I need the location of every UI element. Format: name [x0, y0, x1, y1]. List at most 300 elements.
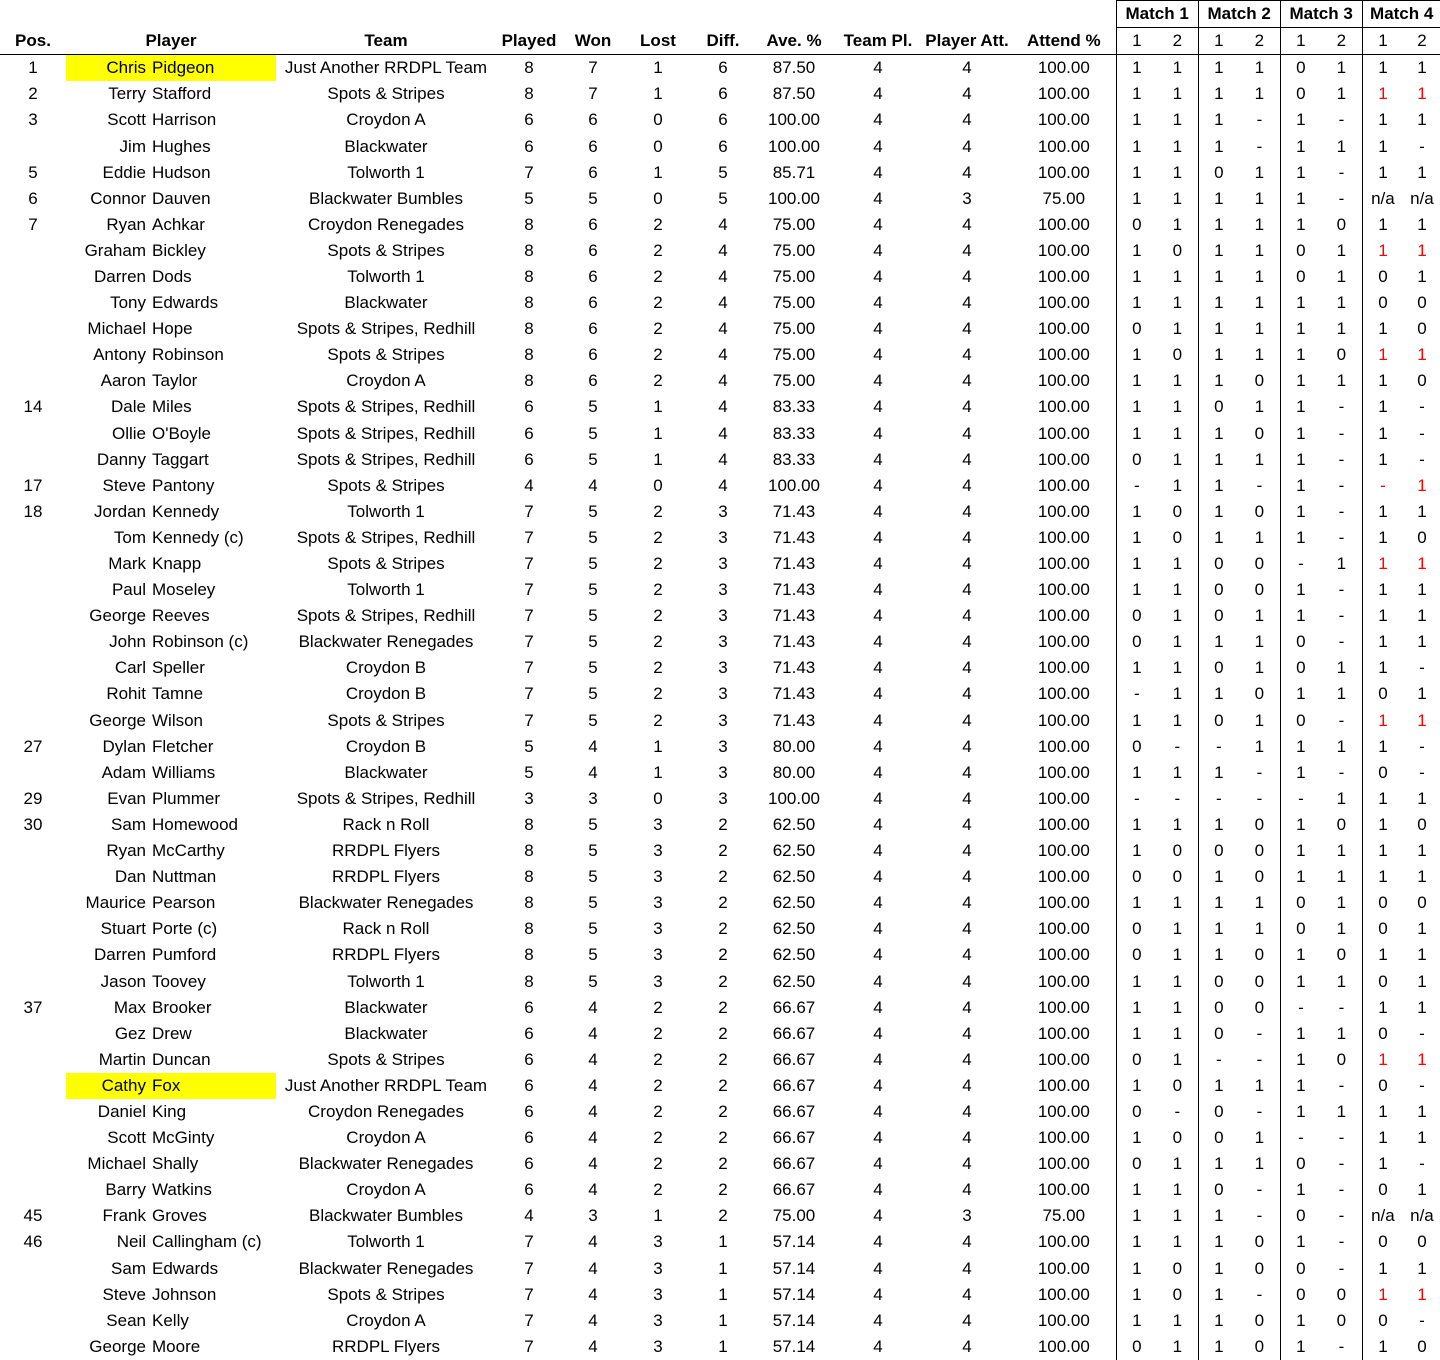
team-played-cell: 4: [873, 632, 883, 652]
match-4-game-2-cell: 1: [1403, 1125, 1440, 1151]
match-1-game-2-cell: 1: [1172, 162, 1183, 182]
last-name-cell: Hughes: [152, 136, 211, 156]
team-played-cell: 4: [873, 1154, 883, 1174]
position-cell: 5: [28, 162, 38, 182]
lost-cell: 0: [653, 788, 663, 808]
match-1-game-2-cell: 0: [1172, 527, 1183, 547]
played-cell: 7: [524, 580, 534, 600]
lost-cell: 2: [653, 710, 663, 730]
match-4-game-1-cell: n/a: [1362, 186, 1403, 212]
last-name-cell: Hope: [152, 319, 193, 339]
match-1-game-2-cell: 1: [1172, 1336, 1183, 1356]
match-4-game-2-cell: 1: [1403, 499, 1440, 525]
won-cell: 4: [588, 1258, 598, 1278]
match-4-game-1-cell: 1: [1362, 1125, 1403, 1151]
last-name-cell: Edwards: [152, 1258, 219, 1278]
lost-cell: 2: [653, 1075, 663, 1095]
match-2-game-2-cell: 1: [1254, 84, 1265, 104]
player-attended-cell: 4: [962, 841, 972, 861]
won-cell: 5: [588, 841, 598, 861]
lost-cell: 3: [653, 1284, 663, 1304]
match-2-game-1-cell: 1: [1198, 1256, 1239, 1282]
attend-percent-cell: 100.00: [1037, 1023, 1090, 1043]
table-row: [0, 238, 1440, 264]
match-1-game-2-cell: 1: [1172, 893, 1183, 913]
attend-percent-cell: 100.00: [1037, 110, 1090, 130]
first-name-cell: George: [89, 606, 146, 626]
played-cell: 7: [524, 501, 534, 521]
lost-cell: 3: [653, 919, 663, 939]
match-3-game-1-cell: 1: [1280, 394, 1321, 420]
table-row: [0, 1308, 1440, 1334]
table-row: [0, 812, 1440, 838]
match-1-game-1-cell: 0: [1116, 1047, 1157, 1073]
player-attended-cell: 3: [962, 188, 972, 208]
match-2-game-1-cell: 1: [1198, 1334, 1239, 1360]
match-4-game-2-cell: 1: [1403, 81, 1440, 107]
last-name-cell: King: [152, 1101, 187, 1121]
match-1-game-2-cell: 1: [1172, 1206, 1183, 1226]
last-name-cell: Kennedy (c): [152, 527, 244, 547]
match-3-game-2-cell: 0: [1336, 1049, 1347, 1069]
player-attended-cell: 4: [962, 293, 972, 313]
first-name-cell: George: [89, 710, 146, 730]
last-name-cell: Plummer: [152, 788, 221, 808]
first-name-cell: Terry: [108, 84, 146, 104]
average-cell: 66.67: [772, 1101, 816, 1121]
won-cell: 5: [588, 423, 598, 443]
match-2-game-1-cell: 1: [1198, 916, 1239, 942]
match-3-game-1-cell: 0: [1280, 81, 1321, 107]
attend-percent-cell: 100.00: [1037, 919, 1090, 939]
first-name-cell: Ollie: [111, 423, 146, 443]
match-3-game-1-cell: 1: [1280, 316, 1321, 342]
match-2-game-2-cell: 1: [1254, 736, 1265, 756]
position-cell: [0, 1047, 66, 1073]
table-row: [0, 942, 1440, 968]
team-cell: Blackwater: [344, 762, 428, 782]
lost-cell: 2: [653, 580, 663, 600]
position-cell: [0, 942, 66, 968]
match-3-game-1-cell: 0: [1280, 708, 1321, 734]
position-cell: [0, 316, 66, 342]
match-4-game-1-cell: 1: [1362, 107, 1403, 133]
last-name-cell: Pumford: [152, 945, 217, 965]
diff-cell: 4: [718, 371, 728, 391]
match-4-game-2-cell: 1: [1403, 864, 1440, 890]
table-row: [0, 1282, 1440, 1308]
match-3-game-1-cell: 1: [1280, 499, 1321, 525]
lost-cell: 1: [653, 762, 663, 782]
match-1-game-1-cell: 1: [1116, 342, 1157, 368]
match-1-game-2-cell: -: [1174, 736, 1181, 756]
team-played-cell: 4: [873, 710, 883, 730]
match-4-game-1-cell: 1: [1362, 238, 1403, 264]
won-cell: 4: [588, 1023, 598, 1043]
team-cell: Spots & Stripes, Redhill: [296, 397, 476, 417]
match-3-game-2-cell: -: [1338, 423, 1345, 443]
first-name-cell: Antony: [93, 345, 146, 365]
attend-percent-cell: 100.00: [1037, 658, 1090, 678]
first-name-cell: Max: [113, 997, 146, 1017]
last-name-cell: Taggart: [152, 449, 209, 469]
match-2-game-1-cell: 1: [1198, 368, 1239, 394]
table-row: [0, 316, 1440, 342]
player-attended-cell: 4: [962, 1154, 972, 1174]
played-cell: 8: [524, 841, 534, 861]
position-cell: [0, 864, 66, 890]
played-cell: 7: [524, 162, 534, 182]
match-1-game-1-cell: 1: [1116, 1256, 1157, 1282]
match-3-game-1-cell: 1: [1280, 1021, 1321, 1047]
team-cell: Tolworth 1: [347, 580, 425, 600]
match-4-game-2-cell: 0: [1403, 525, 1440, 551]
played-cell: 7: [524, 606, 534, 626]
team-cell: Croydon A: [346, 110, 426, 130]
match-2-game-1-cell: 1: [1198, 864, 1239, 890]
match-4-game-2-cell: 0: [1403, 290, 1440, 316]
attend-percent-cell: 100.00: [1037, 449, 1090, 469]
lost-cell: 2: [653, 554, 663, 574]
attend-percent-cell: 75.00: [1042, 188, 1086, 208]
match-2-game-2-cell: 1: [1254, 293, 1265, 313]
match-3-game-2-cell: -: [1338, 997, 1345, 1017]
won-cell: 5: [588, 554, 598, 574]
match-1-game-2-cell: 1: [1172, 423, 1183, 443]
first-name-cell: Scott: [107, 1128, 146, 1148]
position-cell: [0, 603, 66, 629]
match-1-game-2-cell: 1: [1172, 997, 1183, 1017]
average-cell: 80.00: [772, 736, 816, 756]
first-name-cell: Rohit: [106, 684, 146, 704]
match-1-game-1-cell: 0: [1116, 603, 1157, 629]
match-1-game-1-cell: -: [1116, 786, 1157, 812]
attend-percent-cell: 100.00: [1037, 214, 1090, 234]
first-name-cell: Daniel: [97, 1101, 146, 1121]
played-cell: 6: [524, 997, 534, 1017]
match-1-game-2-cell: 1: [1172, 110, 1183, 130]
match-2-game-1-cell: 1: [1198, 212, 1239, 238]
diff-cell: 2: [718, 867, 728, 887]
match-3-game-2-cell: -: [1338, 1258, 1345, 1278]
match-3-game-2-cell: 1: [1336, 554, 1347, 574]
diff-cell: 1: [718, 1232, 728, 1252]
table-row: [0, 525, 1440, 551]
team-played-cell: 4: [873, 162, 883, 182]
table-row: [0, 473, 1440, 499]
first-name-cell: Eddie: [102, 162, 146, 182]
position-cell: 46: [23, 1232, 43, 1252]
diff-cell: 3: [718, 606, 728, 626]
average-cell: 57.14: [772, 1258, 816, 1278]
position-cell: 2: [28, 84, 38, 104]
match-2-game-1-cell: 0: [1198, 1125, 1239, 1151]
match-1-game-1-cell: 0: [1116, 316, 1157, 342]
match-2-game-1-cell: -: [1198, 786, 1239, 812]
average-cell: 80.00: [772, 762, 816, 782]
lost-cell: 0: [653, 188, 663, 208]
match-3-game-2-cell: -: [1338, 1336, 1345, 1356]
played-cell: 7: [524, 527, 534, 547]
match-2-game-1-cell: -: [1198, 734, 1239, 760]
average-cell: 75.00: [772, 1206, 816, 1226]
diff-cell: 1: [718, 1336, 728, 1356]
last-name-cell: Drew: [152, 1023, 192, 1043]
attend-percent-cell: 100.00: [1037, 1101, 1090, 1121]
diff-cell: 6: [718, 84, 728, 104]
standings-body: [0, 55, 1440, 1360]
lost-cell: 1: [653, 397, 663, 417]
played-cell: 6: [524, 136, 534, 156]
match-3-game-1-cell: 1: [1280, 864, 1321, 890]
attend-percent-cell: 100.00: [1037, 1284, 1090, 1304]
first-name-cell: Graham: [84, 240, 146, 260]
team-cell: Spots & Stripes, Redhill: [296, 788, 476, 808]
player-attended-cell: 4: [962, 893, 972, 913]
match-4-sub-2: 2: [1403, 28, 1440, 55]
won-cell: 4: [588, 1075, 598, 1095]
team-played-cell: 4: [873, 1049, 883, 1069]
match-4-game-1-cell: 1: [1362, 342, 1403, 368]
attend-percent-cell: 100.00: [1037, 997, 1090, 1017]
lost-cell: 3: [653, 1336, 663, 1356]
match-1-game-1-cell: 1: [1116, 655, 1157, 681]
played-cell: 8: [524, 266, 534, 286]
match-3-game-2-cell: -: [1338, 606, 1345, 626]
match-2-game-1-cell: 0: [1198, 838, 1239, 864]
match-2-game-1-cell: 1: [1198, 421, 1239, 447]
match-2-game-1-cell: 1: [1198, 316, 1239, 342]
player-attended-cell: 4: [962, 710, 972, 730]
team-cell: Croydon A: [346, 371, 426, 391]
first-name-cell: Chris: [66, 55, 146, 82]
match-3-game-2-cell: -: [1338, 397, 1345, 417]
player-attended-cell: 4: [962, 214, 972, 234]
match-1-sub-1: 1: [1116, 28, 1157, 55]
team-played-cell: 4: [873, 188, 883, 208]
match-2-game-2-cell: 0: [1254, 1310, 1265, 1330]
team-cell: Croydon A: [346, 1180, 426, 1200]
match-2-game-1-cell: 1: [1198, 238, 1239, 264]
match-2-game-2-cell: 1: [1254, 214, 1265, 234]
team-cell: Croydon B: [345, 736, 427, 756]
diff-cell: 3: [718, 710, 728, 730]
player-attended-cell: 4: [962, 919, 972, 939]
first-name-cell: Aaron: [100, 371, 146, 391]
match-4-game-1-cell: 1: [1362, 812, 1403, 838]
match-4-game-2-cell: 1: [1403, 916, 1440, 942]
lost-cell: 2: [653, 371, 663, 391]
won-cell: 4: [588, 1128, 598, 1148]
won-cell: 6: [588, 136, 598, 156]
match-3-game-2-cell: 1: [1336, 136, 1347, 156]
match-3-game-1-cell: 1: [1280, 368, 1321, 394]
player-attended-cell: 4: [962, 1180, 972, 1200]
team-cell: Spots & Stripes, Redhill: [296, 449, 476, 469]
played-cell: 6: [524, 397, 534, 417]
player-attended-cell: 4: [962, 762, 972, 782]
won-cell: 4: [588, 1310, 598, 1330]
match-4-game-1-cell: 1: [1362, 55, 1403, 82]
team-cell: Spots & Stripes: [327, 1284, 445, 1304]
match-4-game-1-cell: 0: [1362, 890, 1403, 916]
match-4-game-2-cell: 1: [1403, 55, 1440, 82]
player-attended-cell: 4: [962, 1049, 972, 1069]
team-cell: Blackwater: [344, 136, 428, 156]
match-3-game-2-cell: 0: [1336, 214, 1347, 234]
position-cell: [0, 1073, 66, 1099]
player-attended-cell: 4: [962, 84, 972, 104]
table-row: [0, 916, 1440, 942]
match-1-sub-2: 2: [1157, 28, 1198, 55]
match-3-header: Match 3: [1280, 1, 1362, 28]
match-3-game-2-cell: 1: [1336, 240, 1347, 260]
diff-cell: 2: [718, 1101, 728, 1121]
position-cell: 18: [23, 501, 43, 521]
won-cell: 4: [588, 475, 598, 495]
team-played-cell: 4: [873, 919, 883, 939]
team-cell: Spots & Stripes, Redhill: [296, 527, 476, 547]
position-cell: [0, 1099, 66, 1125]
team-played-cell: 4: [873, 1232, 883, 1252]
team-cell: Tolworth 1: [347, 162, 425, 182]
won-cell: 5: [588, 814, 598, 834]
match-4-game-2-cell: 1: [1403, 342, 1440, 368]
last-name-cell: Johnson: [152, 1284, 217, 1304]
last-name-cell: Robinson (c): [152, 632, 249, 652]
average-cell: 62.50: [772, 971, 816, 991]
match-1-game-2-cell: 0: [1172, 1128, 1183, 1148]
position-cell: [0, 1151, 66, 1177]
lost-cell: 3: [653, 1310, 663, 1330]
average-cell: 66.67: [772, 1154, 816, 1174]
match-1-game-2-cell: 1: [1172, 762, 1183, 782]
attend-percent-cell: 100.00: [1037, 58, 1090, 78]
match-3-game-2-cell: 1: [1336, 319, 1347, 339]
match-3-game-1-cell: 0: [1280, 238, 1321, 264]
match-4-game-2-cell: n/a: [1403, 1203, 1440, 1229]
average-cell: 66.67: [772, 997, 816, 1017]
position-cell: 29: [23, 788, 43, 808]
attend-percent-cell: 100.00: [1037, 371, 1090, 391]
attend-percent-cell: 100.00: [1037, 136, 1090, 156]
match-2-game-1-cell: 0: [1198, 968, 1239, 994]
match-2-game-1-cell: 1: [1198, 1229, 1239, 1255]
match-4-game-2-cell: 1: [1403, 264, 1440, 290]
match-2-game-1-cell: 1: [1198, 342, 1239, 368]
match-3-game-1-cell: 1: [1280, 107, 1321, 133]
played-cell: 5: [524, 188, 534, 208]
team-played-cell: 4: [873, 658, 883, 678]
team-played-cell: 4: [873, 423, 883, 443]
lost-cell: 2: [653, 293, 663, 313]
match-1-game-2-cell: 1: [1172, 814, 1183, 834]
match-2-sub-1: 1: [1198, 28, 1239, 55]
team-cell: Croydon B: [345, 684, 427, 704]
match-2-game-2-cell: 1: [1254, 658, 1265, 678]
won-cell: 5: [588, 606, 598, 626]
match-3-game-2-cell: -: [1338, 110, 1345, 130]
lost-cell: 1: [653, 1206, 663, 1226]
match-1-game-2-cell: 1: [1172, 1154, 1183, 1174]
match-2-game-1-cell: 0: [1198, 160, 1239, 186]
match-2-game-2-cell: 1: [1254, 319, 1265, 339]
match-3-game-1-cell: 1: [1280, 603, 1321, 629]
won-cell: 5: [588, 945, 598, 965]
match-2-game-2-cell: 0: [1254, 814, 1265, 834]
lost-cell: 3: [653, 893, 663, 913]
match-3-game-1-cell: 0: [1280, 629, 1321, 655]
attend-percent-cell: 100.00: [1037, 1075, 1090, 1095]
match-1-game-2-cell: 1: [1172, 475, 1183, 495]
won-cell: 4: [588, 736, 598, 756]
diff-cell: 2: [718, 919, 728, 939]
match-2-game-1-cell: 0: [1198, 577, 1239, 603]
position-cell: [0, 968, 66, 994]
match-3-game-1-cell: 0: [1280, 1256, 1321, 1282]
average-cell: 66.67: [772, 1180, 816, 1200]
table-row: [0, 133, 1440, 159]
won-cell: 6: [588, 319, 598, 339]
match-4-game-1-cell: 1: [1362, 708, 1403, 734]
average-cell: 71.43: [772, 554, 816, 574]
match-2-game-1-cell: 1: [1198, 81, 1239, 107]
match-1-game-2-cell: 1: [1172, 1049, 1183, 1069]
won-cell: 5: [588, 501, 598, 521]
attend-percent-cell: 100.00: [1037, 345, 1090, 365]
match-2-game-1-cell: 1: [1198, 107, 1239, 133]
match-4-game-2-cell: -: [1403, 1073, 1440, 1099]
match-1-game-2-cell: 1: [1172, 554, 1183, 574]
player-attended-cell: 4: [962, 554, 972, 574]
first-name-cell: Neil: [116, 1232, 146, 1252]
average-cell: 75.00: [772, 240, 816, 260]
table-row: [0, 551, 1440, 577]
position-cell: [0, 133, 66, 159]
match-3-game-2-cell: -: [1338, 1206, 1345, 1226]
lost-cell: 2: [653, 1101, 663, 1121]
match-3-game-1-cell: 1: [1280, 1177, 1321, 1203]
match-4-game-1-cell: 0: [1362, 916, 1403, 942]
last-name-cell: Pidgeon: [146, 55, 276, 82]
match-1-game-1-cell: 0: [1116, 734, 1157, 760]
table-row: [0, 107, 1440, 133]
diff-cell: 4: [718, 240, 728, 260]
team-cell: Tolworth 1: [347, 971, 425, 991]
first-name-cell: Maurice: [85, 893, 146, 913]
match-4-game-2-cell: 0: [1403, 1229, 1440, 1255]
match-3-game-2-cell: -: [1338, 188, 1345, 208]
last-name-cell: Duncan: [152, 1049, 211, 1069]
match-1-game-2-cell: 0: [1172, 1284, 1183, 1304]
table-row: [0, 212, 1440, 238]
diff-cell: 3: [718, 501, 728, 521]
lost-cell: 1: [653, 84, 663, 104]
match-2-game-1-cell: 1: [1198, 890, 1239, 916]
average-cell: 75.00: [772, 371, 816, 391]
last-name-cell: Kennedy: [152, 501, 220, 521]
won-cell: 6: [588, 162, 598, 182]
played-cell: 4: [524, 475, 534, 495]
match-1-game-1-cell: 0: [1116, 864, 1157, 890]
lost-header: Lost: [624, 28, 692, 55]
average-cell: 71.43: [772, 527, 816, 547]
match-2-game-1-cell: 1: [1198, 55, 1239, 82]
match-1-game-1-cell: 1: [1116, 577, 1157, 603]
match-2-sub-2: 2: [1239, 28, 1280, 55]
last-name-cell: Bickley: [152, 240, 206, 260]
attend-percent-cell: 100.00: [1037, 423, 1090, 443]
